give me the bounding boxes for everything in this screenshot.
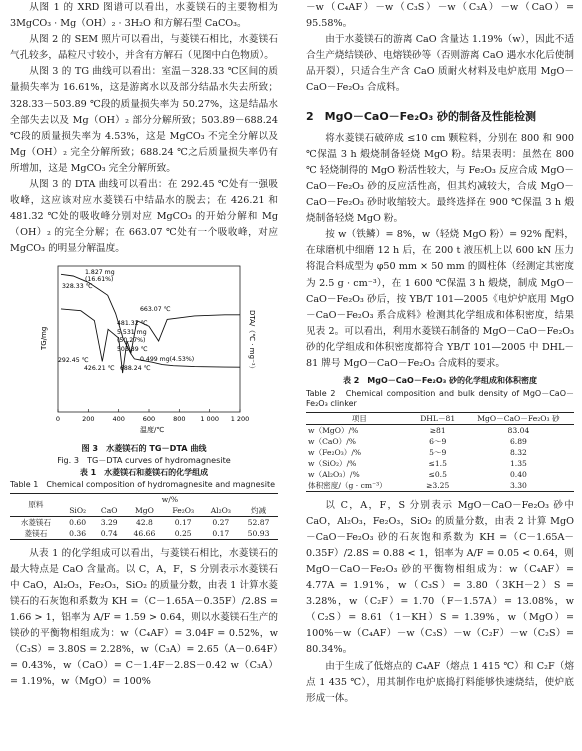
table-1-cell: 50.93: [247, 528, 270, 538]
table-1-row-header: 原料: [28, 500, 44, 510]
paragraph-dta: 从图 3 的 DTA 曲线可以看出：在 292.45 ℃处有一强吸收峰，这应该对应水菱镁石中结晶水的脱去；在 426.21 和 481.32 ℃处的吸收峰分别对应 MgCO₃ 的开始分解和 Mg（OH）₂ 的完全分解；在 663.07 ℃处有一个吸收峰，对应 MgCO₃ 的明显分解温度。: [10, 179, 278, 255]
table-row: [10, 516, 278, 528]
table-2-cell: 83.04: [507, 425, 530, 435]
y-axis-left-label: TG/mg: [40, 326, 48, 350]
x-axis-label: 温度/℃: [140, 425, 165, 434]
paragraph-preparation: 按 w（铁鳞）= 8%，w（轻烧 MgO 粉）= 92% 配料，在球磨机中细磨 12 h 后，在 200 t 液压机上以 600 kN 压力将混合料成型为 φ50 mm × 50 mm 的圆柱体（经测定其密度为 2.5 g · cm⁻³），在 1 600 ℃保温 3 h 煅烧，制成 MgO－CaO－Fe₂O₃ 砂后，按 YB/T 101—2005《电炉炉底用 MgO－CaO－Fe₂O₃ 系合成料》检测其化学组成和体积密度，结果见表 2。可以看出，利用水菱镁石制备的 MgO－CaO－Fe₂O₃ 砂的化学组成和体积密度都符合 YB/T 101—2005 中 DHL－81 牌号 MgO－CaO－Fe₂O₃ 合成料的要求。: [306, 229, 574, 369]
table-2-cell: ≥81: [429, 425, 446, 435]
table-1-cell: 菱镁石: [24, 528, 48, 538]
table-1-col: Fe₂O₃: [172, 505, 195, 515]
paragraph-phase-calc: 以 C，A，F，S 分别表示 MgO－CaO－Fe₂O₃ 砂中 CaO，Al₂O₃，Fe₂O₃，SiO₂ 的质量分数，由表 2 计算 MgO－CaO－Fe₂O₃ 砂的石灰饱和系数为 KH =（C－1.65A－0.35F）/2.8S = 0.88 < 1，铝率为 A/F = 0.05 < 0.64，则 MgO－CaO－Fe₂O₃ 砂的平衡物相组成为：w（C₄AF）= 4.77A = 1.91%，w（C₃S）= 3.80（3KH－2）S = 3.28%，w（C₂F）= 1.70（F－1.57A）= 13.08%，w（C₂S）= 8.61（1－KH）S = 1.39%，w（MgO）= 100%－w（C₄AF）－w（C₃S）－w（C₂F）－w（C₂S）= 80.34%。: [306, 499, 574, 656]
annotation-0499mg: 0.499 mg(4.53%): [140, 355, 195, 363]
tg-dta-chart: [10, 260, 278, 436]
figure-3-caption-cn: 图 3 水菱镁石的 TG－DTA 曲线: [81, 442, 207, 453]
annotation-29245: 292.45 ℃: [58, 356, 89, 364]
table-2-cell: 6～9: [429, 436, 447, 446]
table-row: [306, 424, 574, 436]
table-2-cell: ≤1.5: [428, 458, 447, 468]
table-2-cell: 3.30: [509, 480, 527, 490]
figure-3: [10, 260, 278, 466]
paragraph-continued: －w（C₄AF）－w（C₃S）－w（C₃A）－w（CaO）= 95.58%。: [306, 2, 574, 30]
table-1-col: SiO₂: [69, 505, 87, 515]
annotation-68824: 688.24 ℃: [120, 364, 151, 372]
annotation-66307: 663.07 ℃: [140, 305, 171, 313]
paragraph-calcination: 将水菱镁石破碎成 ≤10 cm 颗粒料，分别在 800 和 900 ℃保温 3 h 煅烧制备轻烧 MgO 粉。结果表明：虽然在 800 ℃ 轻烧制得的 MgO 粉活性较大，与 Fe₂O₃ 反应合成 MgO－CaO－Fe₂O₃ 砂的反应活性高，但其灼减较大，合成 MgO－CaO－Fe₂O₃ 砂时收缩较大。最终选择在 900 ℃保温 3 h 煅烧制备轻烧 MgO 粉。: [306, 132, 574, 225]
table-2-cell: 8.32: [509, 447, 527, 457]
table-2-cell: w（Fe₂O₃）/%: [308, 447, 362, 457]
table-1-cell: 42.8: [135, 517, 153, 527]
left-column: [10, 0, 278, 690]
x-tick-label: 0: [55, 414, 61, 423]
annotation-5531mg: 5.531 mg: [117, 328, 147, 336]
table-1-caption-cn: 表 1 水菱镁石和菱镁石的化学组成: [79, 467, 209, 477]
x-tick-label: 200: [82, 414, 95, 423]
annotation-48132: 481.32 ℃: [117, 319, 148, 327]
table-1-col: MgO: [134, 505, 154, 515]
table-2-cell: w（MgO）/%: [308, 425, 359, 435]
table-1-caption-en: Table 1 Chemical composition of hydromagnesite and magnesite: [10, 480, 276, 490]
table-row: [10, 528, 278, 540]
table-2-cell: ≥3.25: [426, 480, 450, 490]
table-2-cell: 5～9: [429, 447, 447, 457]
table-1-cell: 46.66: [133, 528, 156, 538]
table-1-unit-header: w/%: [161, 494, 179, 504]
x-tick-label: 1 000: [200, 414, 219, 423]
table-2-caption-cn: 表 2 MgO－CaO－Fe₂O₃ 砂的化学组成和体积密度: [342, 376, 538, 386]
table-2-cell: w（CaO）/%: [308, 436, 357, 446]
annotation-5027pct: (50.27%): [117, 336, 146, 344]
table-1-col: Al₂O₃: [210, 505, 231, 515]
table-2-cell: w（SiO₂）/%: [308, 458, 357, 468]
table-1-cell: 0.74: [100, 528, 118, 538]
table-2: [306, 412, 574, 492]
table-1-cell: 0.36: [69, 528, 87, 538]
table-row: [306, 458, 574, 469]
table-1-col: 灼减: [250, 505, 267, 515]
paragraph-conclusion: 由于生成了低熔点的 C₄AF（熔点 1 415 ℃）和 C₂F（熔点 1 435 ℃），用其制作电炉底捣打料能够快速烧结，使炉底形成一体。: [306, 660, 574, 704]
figure-3-caption-en: Fig. 3 TG－DTA curves of hydromagnesite: [57, 454, 231, 465]
table-row: [306, 447, 574, 458]
table-2-cell: 体积密度/（g · cm⁻³）: [308, 480, 387, 490]
annotation-42621: 426.21 ℃: [84, 364, 115, 372]
section-title: 2 MgO－CaO－Fe₂O₃ 砂的制备及性能检测: [306, 109, 537, 123]
paragraph-xrd: 从图 1 的 XRD 图谱可以看出，水菱镁石的主要物相为 3MgCO₃ · Mg（OH）₂ · 3H₂O 和方解石型 CaCO₃。: [10, 2, 278, 30]
x-tick-label: 1 200: [230, 414, 250, 423]
table-row: [306, 436, 574, 447]
table-row: [306, 480, 574, 492]
table-1: [10, 493, 278, 540]
paragraph-table1-analysis: 从表 1 的化学组成可以看出，与菱镁石相比，水菱镁石的最大特点是 CaO 含量高。以 C，A，F，S 分别表示水菱镁石中 CaO，Al₂O₃，Fe₂O₃，SiO₂ 的质量分数，由表 1 计算水菱镁石的石灰饱和系数为 KH =（C－1.65A－0.35F）/2.8S = 1.66 > 1，铝率为 A/F = 1.59 > 0.64，则以水菱镁石生产的镁砂的平衡物相组成为：w（C₄AF）= 3.04F = 0.52%，w（C₃S）= 3.80S = 2.28%，w（C₃A）= 2.65（A－0.64F）= 0.43%，w（CaO）= C－1.4F－2.8S－0.42 w（C₃A）= 1.19%，w（MgO）= 100%: [10, 547, 278, 688]
paragraph-tg: 从图 3 的 TG 曲线可以看出：室温－328.33 ℃区间的质量损失率为 16.61%，这是游离水以及部分结晶水失去所致；328.33－503.89 ℃段的质量损失率为 50.27%，这是结晶水全部失去以及 Mg（OH）₂ 部分分解所致；503.89－688.24 ℃段的质量损失率为 4.53%，这是 MgCO₃ 不完全分解以及 Mg（OH）₂ 完全分解所致；688.24 ℃之后质量损失率仍有所增加，这是 MgCO₃ 完全分解所致。: [10, 66, 278, 174]
x-tick-label: 600: [142, 414, 156, 423]
x-tick-label: 800: [173, 414, 186, 423]
table-1-cell: 0.60: [69, 517, 87, 527]
annotation-1661pct: (16.61%): [85, 275, 114, 283]
annotation-32833: 328.33 ℃: [62, 282, 93, 290]
table-2-caption-en: Table 2 Chemical composition and bulk density of MgO－CaO－Fe₂O₃ clinker: [306, 388, 574, 409]
table-2-col: 项目: [351, 413, 367, 423]
paragraph-sem: 从图 2 的 SEM 照片可以看出，与菱镁石相比，水菱镁石气孔较多，晶粒尺寸较小，并含有方解石（见图中白色物质）。: [10, 34, 278, 62]
right-column: [306, 0, 574, 707]
table-2-col: DHL－81: [420, 413, 456, 423]
table-1-cell: 水菱镁石: [20, 517, 52, 527]
table-1-cell: 52.87: [247, 517, 270, 527]
table-1-col: CaO: [100, 505, 118, 515]
x-tick-label: 400: [112, 414, 125, 423]
annotation-1827mg: 1.827 mg: [85, 268, 115, 276]
table-1-cell: 0.27: [212, 517, 230, 527]
y-axis-right-label: DTA/（℃ · mg⁻¹）: [248, 309, 256, 373]
table-2-cell: ≤0.5: [428, 469, 447, 479]
table-2-cell: w（Al₂O₃）/%: [308, 469, 360, 479]
table-1-cell: 0.17: [174, 517, 192, 527]
annotation-50389: 503.89 ℃: [117, 345, 148, 353]
table-2-cell: 0.40: [509, 469, 527, 479]
table-1-cell: 0.25: [174, 528, 192, 538]
table-1-cell: 3.29: [100, 517, 118, 527]
paragraph-free-cao: 由于水菱镁石的游离 CaO 含量达 1.19%（w），因此不适合生产烧结镁砂、电熔镁砂等（否则游离 CaO 遇水水化后使制品开裂），只适合生产含 CaO 质耐火材料及电炉底用 MgO－CaO－Fe₂O₃ 合成料。: [306, 34, 574, 94]
table-2-col: MgO－CaO－Fe₂O₃ 砂: [477, 413, 560, 423]
table-1-cell: 0.17: [212, 528, 230, 538]
table-2-cell: 1.35: [509, 458, 527, 468]
table-2-cell: 6.89: [509, 436, 527, 446]
table-row: [306, 469, 574, 480]
